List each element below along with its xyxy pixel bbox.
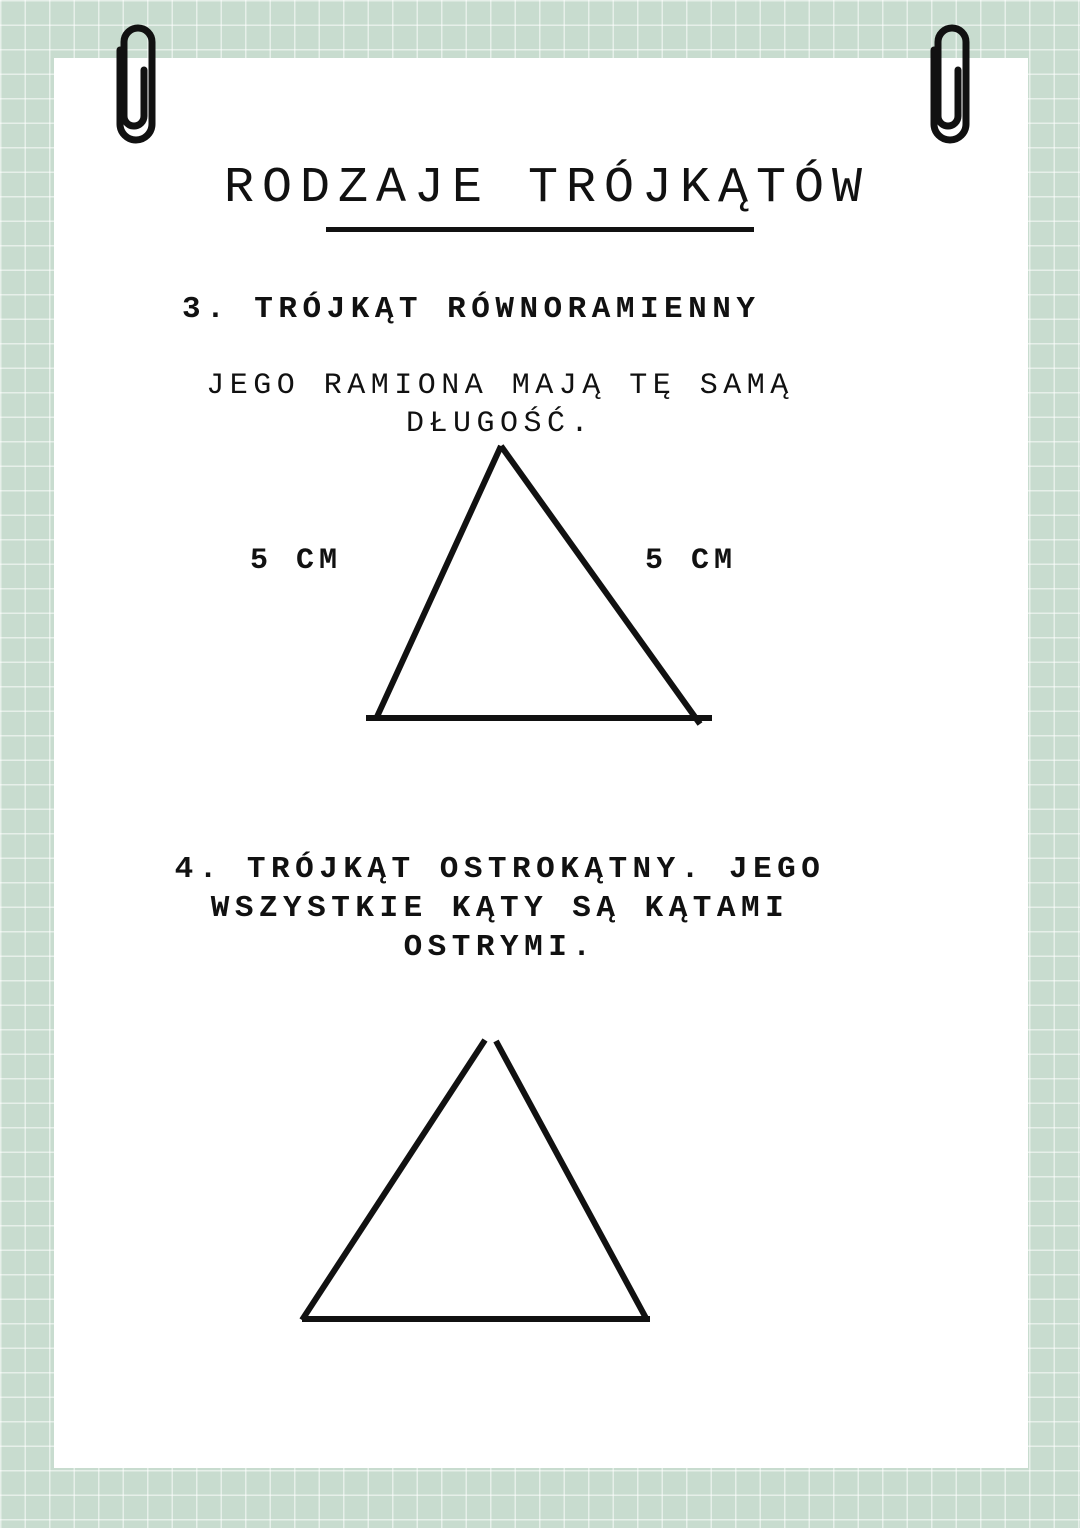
section-3-heading: 3. TRÓJKĄT RÓWNORAMIENNY [182,292,761,327]
section-4-heading: 4. TRÓJKĄT OSTROKĄTNY. JEGO WSZYSTKIE KĄTY SĄ KĄTAMI OSTRYMI. [174,852,826,965]
page-title: RODZAJE TRÓJKĄTÓW [223,160,871,217]
paperclip-icon [100,20,172,156]
paper-sheet [54,58,1028,1468]
title-underline [326,227,754,232]
left-side-length-label: 5 CM [250,544,343,578]
paperclip-icon [914,20,986,156]
section-3-description: JEGO RAMIONA MAJĄ TĘ SAMĄ DŁUGOŚĆ. [206,369,794,441]
right-side-length-label: 5 CM [645,544,738,578]
